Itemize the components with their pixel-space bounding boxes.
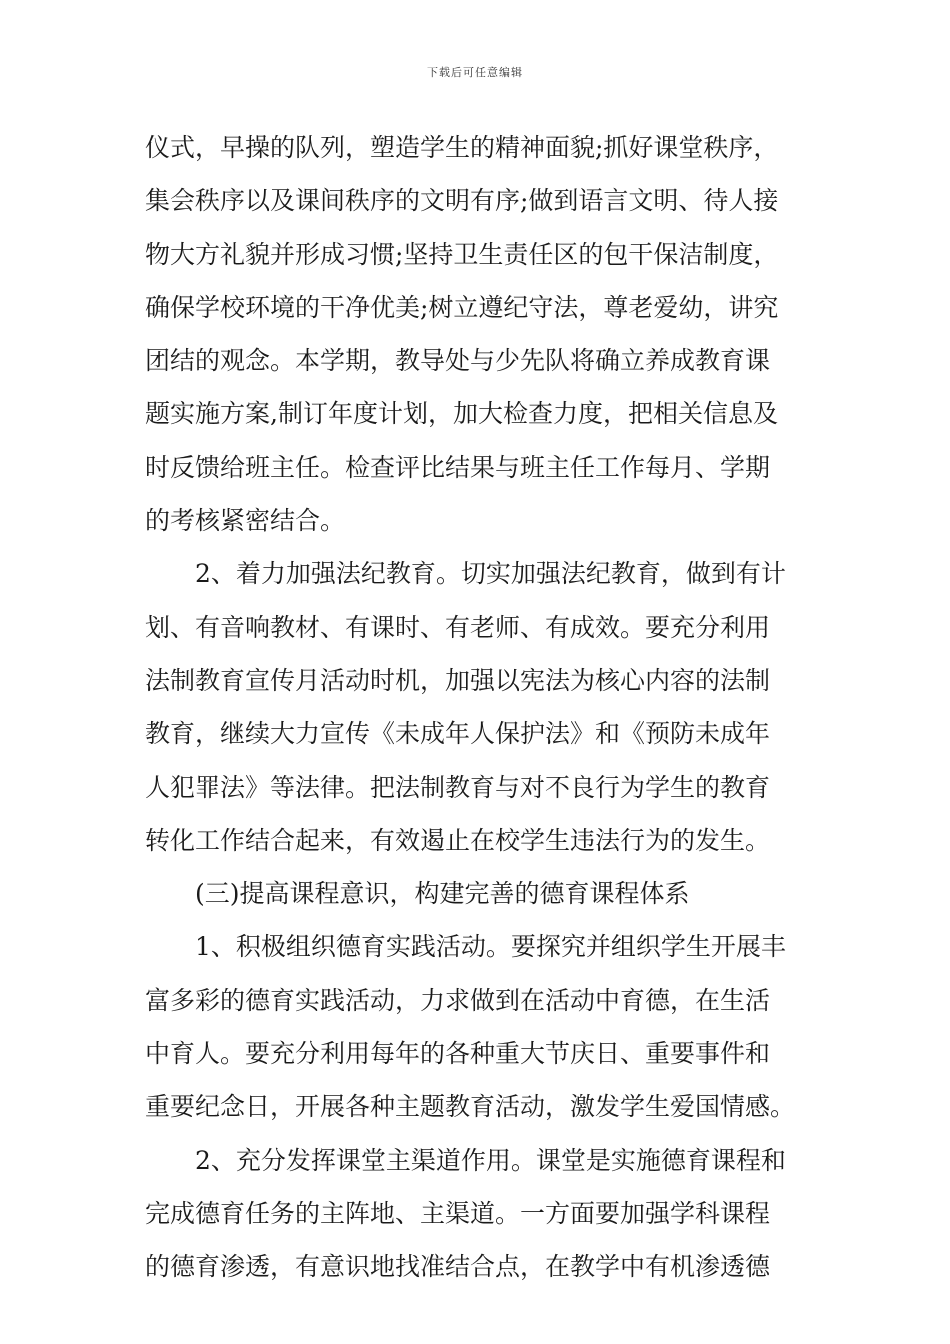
text-line: 法制教育宣传月活动时机，加强以宪法为核心内容的法制 xyxy=(145,665,771,695)
text-line: 团结的观念。本学期，教导处与少先队将确立养成教育课 xyxy=(145,346,771,376)
text-line: 人犯罪法》等法律。把法制教育与对不良行为学生的教育 xyxy=(145,772,771,802)
text-line: 确保学校环境的干净优美;树立遵纪守法，尊老爱幼，讲究 xyxy=(145,292,779,322)
text-line: 完成德育任务的主阵地、主渠道。一方面要加强学科课程 xyxy=(145,1198,771,1228)
paragraph-start-line: 2、充分发挥课堂主渠道作用。课堂是实施德育课程和 xyxy=(145,1145,786,1175)
text-line: 划、有音响教材、有课时、有老师、有成效。要充分利用 xyxy=(145,612,771,642)
text-line: 转化工作结合起来，有效遏止在校学生违法行为的发生。 xyxy=(145,825,771,855)
text-line: 重要纪念日，开展各种主题教育活动，激发学生爱国情感。 xyxy=(145,1092,796,1122)
text-line: 物大方礼貌并形成习惯;坚持卫生责任区的包干保洁制度， xyxy=(145,239,779,269)
text-line: 中育人。要充分利用每年的各种重大节庆日、重要事件和 xyxy=(145,1039,771,1069)
paragraph-start-line: 1、积极组织德育实践活动。要探究并组织学生开展丰 xyxy=(145,932,786,962)
document-body xyxy=(145,121,810,1294)
section-heading: (三)提高课程意识，构建完善的德育课程体系 xyxy=(145,879,690,909)
text-line: 仪式，早操的队列，塑造学生的精神面貌;抓好课堂秩序， xyxy=(145,133,779,162)
paragraph-start-line: 2、着力加强法纪教育。切实加强法纪教育，做到有计 xyxy=(145,559,786,589)
text-line: 的考核紧密结合。 xyxy=(145,506,346,536)
text-line: 的德育渗透，有意识地找准结合点，在教学中有机渗透德 xyxy=(145,1252,771,1282)
text-line: 富多彩的德育实践活动，力求做到在活动中育德，在生活 xyxy=(145,985,771,1015)
text-line: 教育，继续大力宣传《未成年人保护法》和《预防未成年 xyxy=(145,719,771,749)
text-line: 集会秩序以及课间秩序的文明有序;做到语言文明、待人接 xyxy=(145,186,779,216)
text-line: 题实施方案,制订年度计划，加大检查力度，把相关信息及 xyxy=(145,399,778,429)
text-line: 时反馈给班主任。检查评比结果与班主任工作每月、学期 xyxy=(145,452,771,482)
page-header: 下载后可任意编辑 xyxy=(427,66,523,79)
